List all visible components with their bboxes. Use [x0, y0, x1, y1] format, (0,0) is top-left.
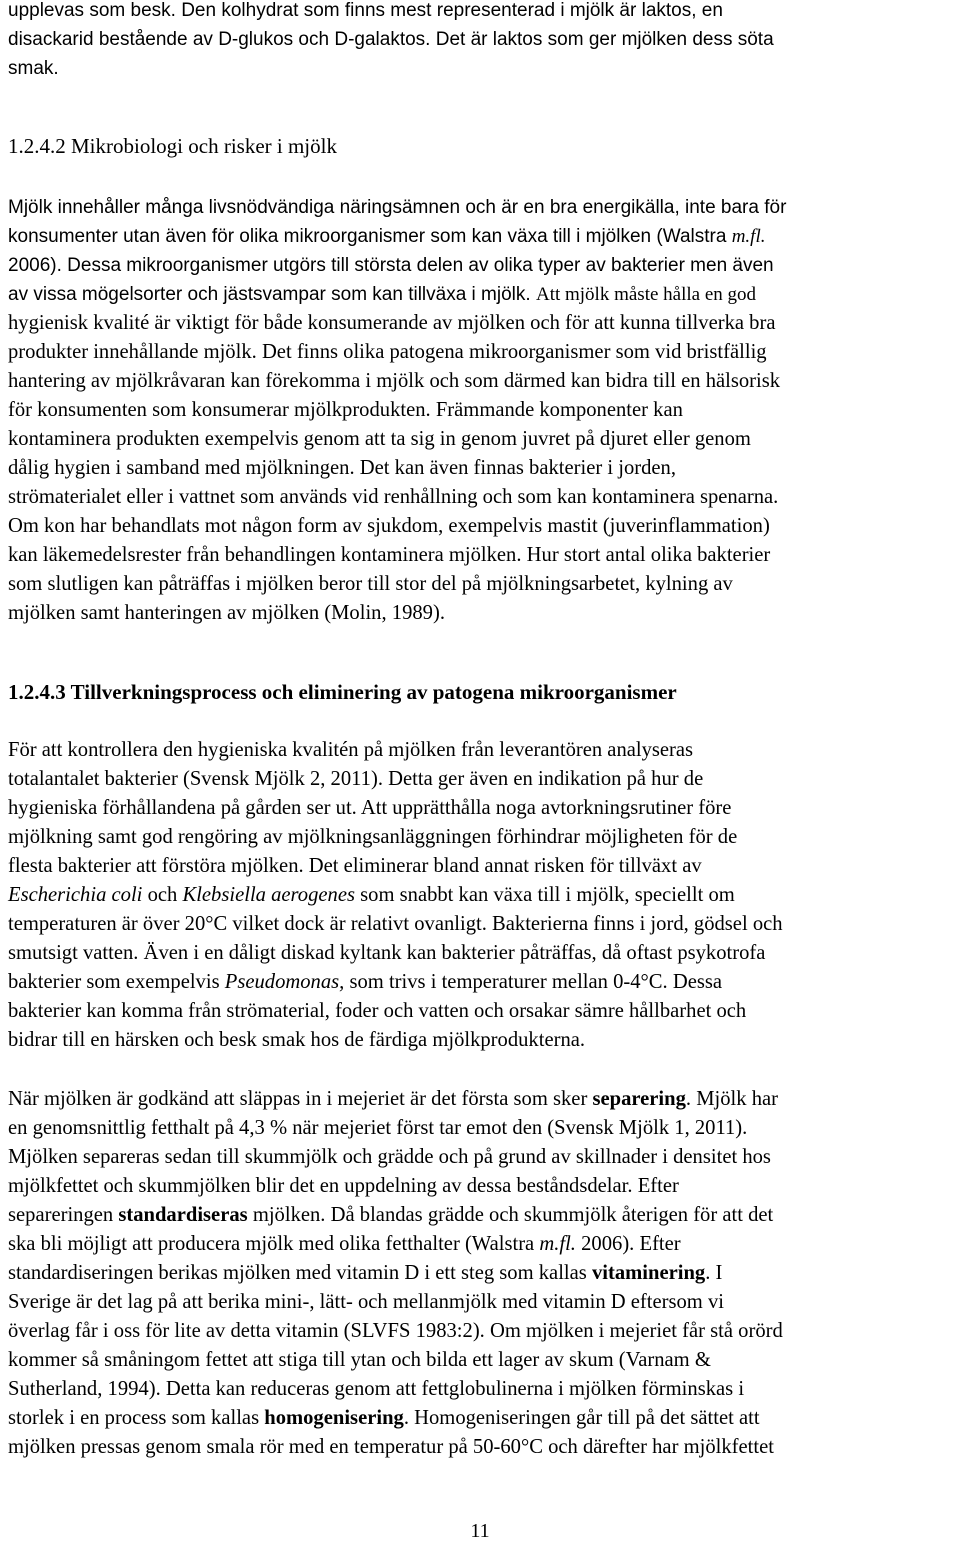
process-p1-line-10: bakterier kan komma från strömaterial, foder och vatten och orsakar sämre hållbarhet och: [8, 1000, 747, 1022]
process-p2-line-7: standardiseringen berikas mjölken med vitamin D i ett steg som kallas vitaminering. I: [8, 1262, 723, 1284]
section-heading-process: 1.2.4.3 Tillverkningsprocess och eliminering av patogena mikroorganismer: [8, 680, 677, 704]
page-number: 11: [470, 1520, 490, 1542]
process-p2-line-13: mjölken pressas genom smala rör med en temperatur på 50-60°C och därefter har mjölkfettet: [8, 1436, 774, 1458]
micro-line-2: konsumenter utan även för olika mikroorganismer som kan växa till i mjölken (Walstra m.fl.: [8, 226, 766, 247]
process-p1-line-8: smutsigt vatten. Även i en dåligt diskad kyltank kan bakterier påträffas, då oftast psykotrofa: [8, 942, 766, 964]
micro-line-5: hygienisk kvalité är viktigt för både konsumerande av mjölken och för att kunna tillverka bra: [8, 312, 776, 334]
micro-line-1: Mjölk innehåller många livsnödvändiga näringsämnen och är en bra energikälla, inte bara för: [8, 197, 787, 218]
process-p1-line-6: Escherichia coli och Klebsiella aerogenes som snabbt kan växa till i mjölk, speciellt om: [8, 884, 735, 906]
process-p2-line-8: Sverige är det lag på att berika mini-, lätt- och mellanmjölk med vitamin D eftersom vi: [8, 1291, 724, 1313]
micro-line-15: mjölken samt hanteringen av mjölken (Molin, 1989).: [8, 602, 445, 624]
process-p1-line-1: För att kontrollera den hygieniska kvalitén på mjölken från leverantören analyseras: [8, 739, 694, 761]
process-p2-line-6: ska bli möjligt att producera mjölk med olika fetthalter (Walstra m.fl. 2006). Efter: [8, 1233, 681, 1255]
process-p2-line-4: mjölkfettet och skummjölken blir det en uppdelning av dessa beståndsdelar. Efter: [8, 1175, 679, 1197]
process-p1-line-9: bakterier som exempelvis Pseudomonas, som trivs i temperaturer mellan 0-4°C. Dessa: [8, 971, 723, 993]
process-p1-line-7: temperaturen är över 20°C vilket dock är relativt ovanligt. Bakterierna finns i jord, gödsel och: [8, 913, 783, 935]
process-p1-line-2: totalantalet bakterier (Svensk Mjölk 2, 2011). Detta ger även en indikation på hur de: [8, 768, 704, 790]
process-p2-line-11: Sutherland, 1994). Detta kan reduceras genom att fettglobulinerna i mjölken förminskas i: [8, 1378, 745, 1400]
process-p2-line-9: överlag får i oss för lite av detta vitamin (SLVFS 1983:2). Om mjölken i mejeriet får stå orörd: [8, 1320, 783, 1342]
micro-line-12: Om kon har behandlats mot någon form av sjukdom, exempelvis mastit (juverinflammation): [8, 515, 770, 537]
micro-line-14: som slutligen kan påträffas i mjölken beror till stor del på mjölkningsarbetet, kylning av: [8, 573, 733, 595]
micro-line-4: av vissa mögelsorter och jästsvampar som kan tillväxa i mjölk. Att mjölk måste hålla en god: [8, 284, 757, 305]
process-p1-line-11: bidrar till en härsken och besk smak hos de färdiga mjölkprodukterna.: [8, 1029, 586, 1051]
micro-line-11: strömaterialet eller i vattnet som används vid renhållning och som kan kontaminera spenarna.: [8, 486, 779, 508]
process-p2-line-12: storlek i en process som kallas homogenisering. Homogeniseringen går till på det sättet att: [8, 1407, 760, 1429]
process-p2-line-5: separeringen standardiseras mjölken. Då blandas grädde och skummjölk återigen för att det: [8, 1204, 774, 1226]
micro-line-6: produkter innehållande mjölk. Det finns olika patogena mikroorganismer som vid bristfällig: [8, 341, 767, 363]
process-p2-line-1: När mjölken är godkänd att släppas in i mejeriet är det första som sker separering. Mjölk har: [8, 1088, 778, 1110]
process-p2-line-3: Mjölken separeras sedan till skummjölk och grädde och på grund av skillnader i densitet hos: [8, 1146, 771, 1168]
micro-line-10: dålig hygien i samband med mjölkningen. Det kan även finnas bakterier i jorden,: [8, 457, 676, 479]
micro-line-7: hantering av mjölkråvaran kan förekomma i mjölk och som därmed kan bidra till en hälsorisk: [8, 370, 781, 392]
section-heading-microbiology: 1.2.4.2 Mikrobiologi och risker i mjölk: [8, 134, 337, 158]
micro-line-9: kontaminera produkten exempelvis genom att ta sig in genom juvret på djuret eller genom: [8, 428, 751, 450]
process-p1-line-4: mjölkning samt god rengöring av mjölkningsanläggningen förhindrar möjligheten för de: [8, 826, 738, 848]
process-p1-line-3: hygieniska förhållandena på gården ser ut. Att upprätthålla noga avtorkningsrutiner före: [8, 797, 732, 819]
micro-line-13: kan läkemedelsrester från behandlingen kontaminera mjölken. Hur stort antal olika bakterier: [8, 544, 771, 566]
intro-line-2: disackarid bestående av D-glukos och D-galaktos. Det är laktos som ger mjölken dess söta: [8, 29, 774, 50]
micro-line-8: för konsumenten som konsumerar mjölkprodukten. Främmande komponenter kan: [8, 399, 683, 421]
process-p2-line-10: kommer så småningom fettet att stiga till ytan och bilda ett lager av skum (Varnam &: [8, 1349, 711, 1371]
micro-line-3: 2006). Dessa mikroorganismer utgörs till största delen av olika typer av bakterier men även: [8, 255, 774, 276]
intro-line-1: upplevas som besk. Den kolhydrat som finns mest representerad i mjölk är laktos, en: [8, 0, 723, 21]
intro-line-3: smak.: [8, 58, 59, 79]
process-p2-line-2: en genomsnittlig fetthalt på 4,3 % när mejeriet först tar emot den (Svensk Mjölk 1, 2011).: [8, 1117, 748, 1139]
process-p1-line-5: flesta bakterier att förstöra mjölken. Det eliminerar bland annat risken för tillväxt av: [8, 855, 702, 877]
